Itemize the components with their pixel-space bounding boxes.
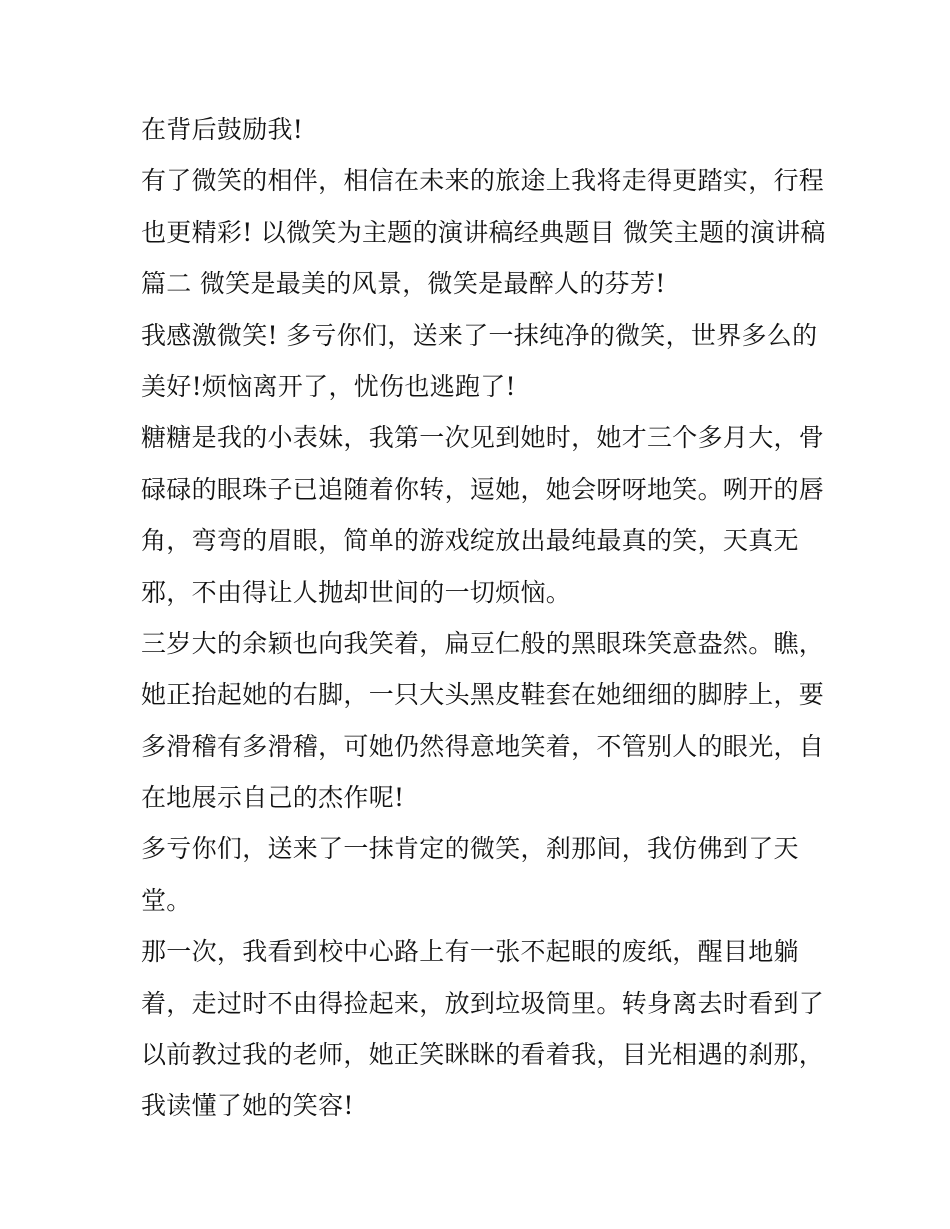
text-line: 在背后鼓励我!: [141, 115, 304, 144]
text-line: 她正抬起她的右脚，一只大头黑皮鞋套在她细细的脚脖上，要: [141, 680, 825, 710]
text-line: 我感激微笑! 多亏你们，送来了一抹纯净的微笑，世界多么的: [141, 320, 818, 350]
text-line: 三岁大的余颖也向我笑着，扁豆仁般的黑眼珠笑意盎然。瞧，: [141, 628, 825, 658]
text-line: 糖糖是我的小表妹，我第一次见到她时，她才三个多月大，骨: [141, 423, 825, 453]
text-line: 着，走过时不由得捡起来，放到垃圾筒里。转身离去时看到了: [141, 988, 825, 1018]
text-line: 美好!烦恼离开了，忧伤也逃跑了!: [141, 371, 516, 401]
text-line: 篇二 微笑是最美的风景，微笑是最醉人的芬芳!: [141, 269, 666, 299]
text-line: 邪，不由得让人抛却世间的一切烦恼。: [141, 577, 572, 607]
text-line: 在地展示自己的杰作呢!: [141, 783, 405, 813]
document-body: [141, 104, 826, 1132]
text-line: 角，弯弯的眉眼，简单的游戏绽放出最纯最真的笑，天真无: [141, 526, 799, 556]
text-line: 以前教过我的老师，她正笑眯眯的看着我，目光相遇的刹那，: [141, 1040, 825, 1070]
text-line: 堂。: [141, 885, 192, 915]
text-line: 多亏你们，送来了一抹肯定的微笑，刹那间，我仿佛到了天: [141, 834, 799, 864]
text-line: 多滑稽有多滑稽，可她仍然得意地笑着，不管别人的眼光，自: [141, 731, 825, 761]
text-line: 也更精彩! 以微笑为主题的演讲稿经典题目 微笑主题的演讲稿: [141, 217, 826, 247]
text-line: 碌碌的眼珠子已追随着你转，逗她，她会呀呀地笑。咧开的唇: [141, 474, 825, 504]
text-line: 有了微笑的相伴，相信在未来的旅途上我将走得更踏实，行程: [141, 166, 825, 196]
text-line: 我读懂了她的笑容!: [141, 1091, 354, 1121]
text-line: 那一次，我看到校中心路上有一张不起眼的废纸，醒目地躺: [141, 937, 799, 967]
